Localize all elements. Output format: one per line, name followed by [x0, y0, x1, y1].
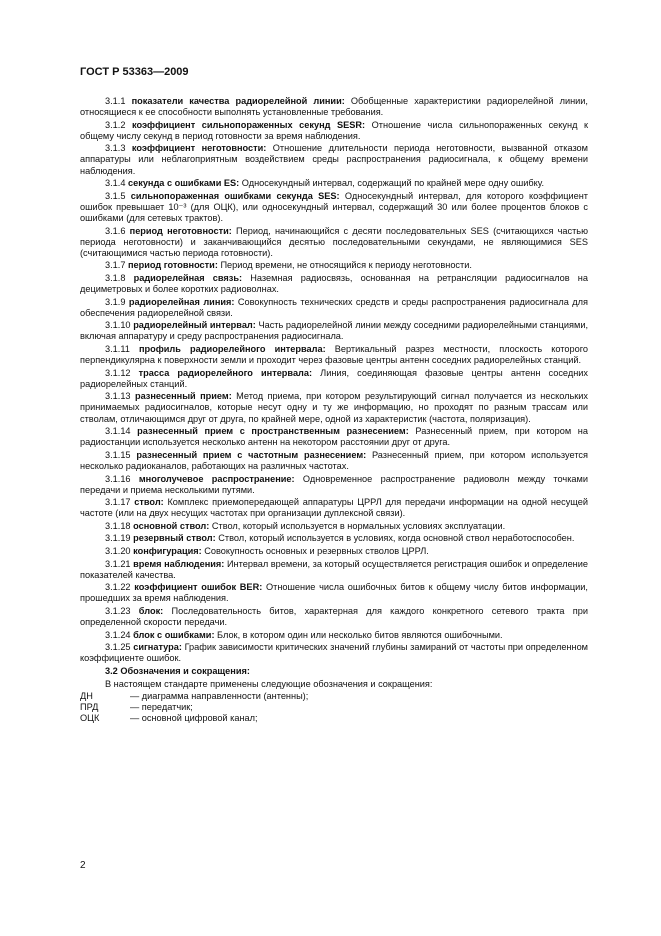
definition-number: 3.1.10	[105, 320, 131, 331]
definition-term: конфигурация:	[133, 546, 202, 557]
definition-item	[80, 96, 588, 118]
definition-text: Ствол, который используется в условиях, когда основной ствол неработоспособен.	[215, 533, 575, 544]
definition-term: период готовности:	[128, 260, 218, 271]
definition-number: 3.1.24	[105, 629, 131, 640]
definition-number: 3.1.18	[105, 520, 131, 531]
definition-text: Последовательность битов, характерная для каждого конкретного сетевого тракта при определенной скорости передачи.	[80, 606, 588, 628]
section-intro: В настоящем стандарте применены следующие обозначения и сокращения:	[105, 678, 433, 689]
definition-number: 3.1.21	[105, 558, 131, 569]
definition-term: ствол:	[134, 497, 164, 508]
abbreviation-term: ПРД	[80, 702, 99, 713]
definition-item	[80, 320, 588, 342]
definition-item	[80, 582, 588, 604]
document-body	[80, 96, 588, 724]
definition-term: радиорелейная связь:	[133, 272, 243, 283]
definition-item	[80, 391, 588, 424]
definition-number: 3.1.1	[105, 96, 126, 106]
definition-item	[80, 474, 588, 496]
definition-item	[80, 178, 588, 189]
definition-number: 3.1.14	[105, 426, 131, 437]
abbreviation-definition: — диаграмма направленности (антенны);	[130, 691, 309, 702]
definition-text: Отношение числа ошибочных битов к общему числу битов информации, прошедших за время наблюдения.	[80, 582, 588, 604]
definition-number: 3.1.9	[105, 296, 126, 307]
definition-item	[80, 450, 588, 472]
definition-term: секунда с ошибками ES:	[128, 178, 240, 189]
definition-number: 3.1.3	[105, 143, 126, 154]
definition-term: трасса радиорелейного интервала:	[138, 367, 313, 378]
definition-term: блок:	[138, 606, 164, 617]
definition-item	[80, 546, 588, 557]
abbreviation-row	[80, 691, 588, 702]
definition-number: 3.1.25	[105, 642, 131, 653]
section-heading: 3.2 Обозначения и сокращения:	[105, 666, 250, 676]
definition-text: Метод приема, при котором результирующий сигнал получается из нескольких принимаемых радиосигналов, которые несут одну и ту же информацию, но проходят по разным трассам или стволам, отличающимся друг от друга, по крайней мере, одной из характеристик (частота, поляризация).	[80, 391, 588, 424]
definition-term: сильнопораженная ошибками секунда SES:	[130, 190, 340, 201]
definition-number: 3.1.2	[105, 119, 126, 130]
definition-text: График зависимости критических значений глубины замираний от частоты при определенном коэффициенте ошибок.	[80, 642, 588, 664]
definition-item	[80, 143, 588, 176]
definition-number: 3.1.15	[105, 449, 131, 460]
definition-term: радиорелейная линия:	[128, 296, 235, 307]
definition-text: Вертикальный разрез местности, плоскость которого перпендикулярна к поверхности земли и проходит через фазовые центры антенн соседних радиорелейных станций.	[80, 343, 588, 366]
definition-item	[80, 191, 588, 224]
definition-term: основной ствол:	[133, 520, 210, 531]
definition-term: показатели качества радиорелейной линии:	[131, 96, 345, 106]
definition-text: Ствол, который используется в нормальных условиях эксплуатации.	[209, 520, 506, 531]
definition-number: 3.1.5	[105, 190, 126, 201]
definition-number: 3.1.13	[105, 391, 131, 402]
definition-number: 3.1.19	[105, 533, 131, 544]
definition-text: Отношение числа сильнопораженных секунд к общему числу секунд в период готовности за время наблюдения.	[80, 119, 588, 141]
definition-number: 3.1.20	[105, 546, 131, 557]
definition-number: 3.1.7	[105, 260, 126, 271]
definition-term: разнесенный прием с частотным разнесением:	[136, 449, 367, 460]
definition-item	[80, 297, 588, 319]
definition-item	[80, 226, 588, 259]
definition-number: 3.1.17	[105, 497, 131, 508]
definition-term: разнесенный прием:	[134, 391, 232, 402]
definition-text: Линия, соединяющая фазовые центры антенн соседних радиорелейных станций.	[80, 367, 588, 389]
definition-term: коэффициент сильнопораженных секунд SESR:	[132, 119, 366, 130]
definition-number: 3.1.8	[105, 272, 126, 283]
definition-term: время наблюдения:	[133, 558, 225, 569]
definition-term: сигнатура:	[133, 642, 182, 653]
definition-number: 3.1.12	[105, 367, 131, 378]
definition-text: Отношение длительности периода неготовности, вызванной отказом аппаратуры или неблагоприятным воздействием среды распространения радиосигнала, к общему времени наблюдения.	[80, 143, 588, 176]
definition-item	[80, 533, 588, 544]
definition-text: Интервал времени, за который осуществляется регистрация ошибок и определение показателей качества.	[80, 558, 588, 580]
definition-term: многолучевое распространение:	[138, 473, 295, 484]
abbreviation-term: ДН	[80, 691, 93, 702]
definition-term: разнесенный прием с пространственным разнесением:	[137, 426, 409, 437]
definition-text: Совокупность основных и резервных стволов ЦРРЛ.	[201, 546, 429, 557]
definition-item	[80, 521, 588, 532]
definition-item	[80, 630, 588, 641]
definition-item	[80, 606, 588, 628]
definition-item	[80, 642, 588, 664]
definition-text: Односекундный интервал, для которого коэффициент ошибок превышает 10⁻³ (для ОЦК), или односекундный интервал, содержащий 30 или более процентов блоков с ошибками (для сетевых трактов).	[80, 190, 588, 223]
definition-item	[80, 120, 588, 142]
definition-text: Блок, в котором один или несколько битов являются ошибочными.	[214, 629, 503, 640]
definition-item	[80, 273, 588, 295]
definition-item	[80, 368, 588, 390]
definition-number: 3.1.11	[105, 343, 130, 354]
definition-term: профиль радиорелейного интервала:	[138, 343, 326, 354]
abbreviation-definition: — передатчик;	[130, 702, 193, 713]
page-number: 2	[80, 860, 86, 871]
abbreviation-term: ОЦК	[80, 713, 100, 724]
definition-item	[80, 426, 588, 448]
abbreviation-row	[80, 702, 588, 713]
definition-text: Односекундный интервал, содержащий по крайней мере одну ошибку.	[239, 178, 544, 189]
definition-term: радиорелейный интервал:	[133, 320, 256, 331]
abbreviation-row	[80, 713, 588, 724]
definition-text: Наземная радиосвязь, основанная на ретрансляции радиосигналов на дециметровых и более коротких радиоволнах.	[80, 272, 588, 294]
definitions-list	[80, 96, 588, 665]
definition-item	[80, 497, 588, 519]
definition-term: блок с ошибками:	[133, 629, 215, 640]
definition-number: 3.1.16	[105, 473, 131, 484]
abbreviation-definition: — основной цифровой канал;	[130, 713, 258, 724]
definition-item	[80, 260, 588, 271]
definition-text: Период, начинающийся с десяти последовательных SES (считающихся частью периода неготовности) и заканчивающийся десятью последовательными секундами, не являющимися SES (считающимися частью периода готовности).	[80, 225, 588, 258]
definition-term: коэффициент неготовности:	[131, 143, 267, 154]
definition-text: Одновременное распространение радиоволн между точками передачи и приема несколькими путями.	[80, 473, 588, 495]
definition-term: коэффициент ошибок BER:	[134, 582, 263, 593]
definition-item	[80, 559, 588, 581]
definition-term: период неготовности:	[129, 225, 232, 236]
definition-number: 3.1.6	[105, 225, 126, 236]
definition-number: 3.1.23	[105, 606, 131, 617]
definition-text: Совокупность технических средств и среды распространения радиосигнала для обеспечения радиорелейной связи.	[80, 296, 588, 318]
definition-text: Комплекс приемопередающей аппаратуры ЦРРЛ для передачи информации на одной несущей частоте (или на двух несущих частотах при организации дуплексной связи).	[80, 497, 588, 519]
definition-text: Разнесенный прием, при котором на радиостанции используется несколько антенн на некотором расстоянии друг от друга.	[80, 426, 588, 448]
definition-text: Разнесенный прием, при котором используется несколько радиоканалов, работающих на различных частотах.	[80, 449, 588, 471]
definition-item	[80, 344, 588, 366]
definition-number: 3.1.4	[105, 178, 126, 189]
page-header: ГОСТ Р 53363—2009	[80, 66, 189, 78]
definition-text: Период времени, не относящийся к периоду неготовности.	[217, 260, 472, 271]
abbreviations-list	[80, 691, 588, 724]
definition-term: резервный ствол:	[133, 533, 216, 544]
definition-text: Часть радиорелейной линии между соседними радиорелейными станциями, включая аппаратуру и среду распространения радиосигнала.	[80, 320, 588, 342]
definition-text: Обобщенные характеристики радиорелейной линии, относящиеся к ее способности выполнять установленные требования.	[80, 96, 588, 118]
definition-number: 3.1.22	[105, 582, 131, 593]
